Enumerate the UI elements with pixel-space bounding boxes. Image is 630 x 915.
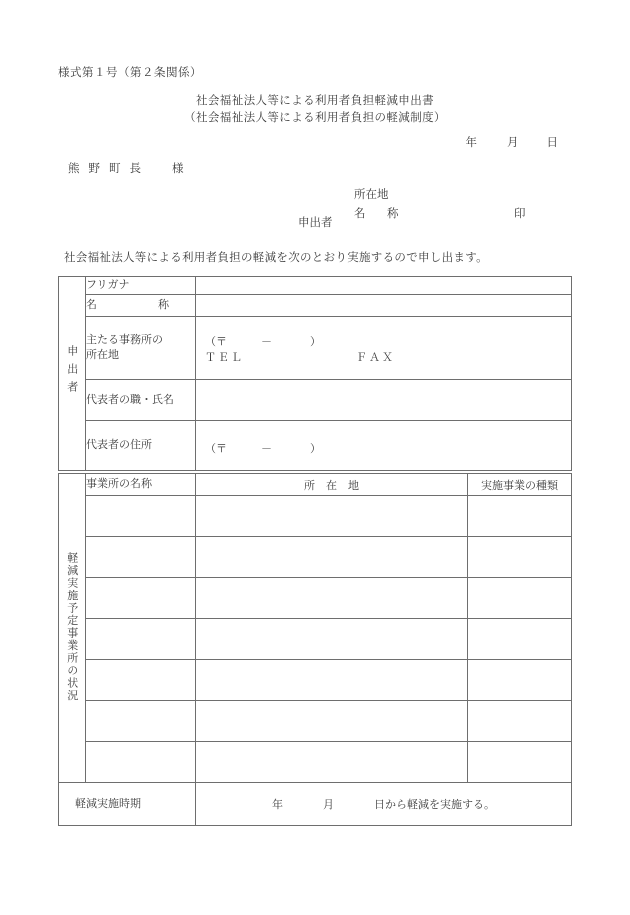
addressee <box>68 160 184 176</box>
furigana-value-cell[interactable] <box>196 277 572 295</box>
office-location-cell[interactable] <box>196 701 468 742</box>
implementation-period-value[interactable] <box>196 783 572 826</box>
form-number: 様式第１号（第２条関係） <box>58 65 202 79</box>
applicant-location-label: 所在地 <box>354 187 389 201</box>
office-name-cell[interactable] <box>86 578 196 619</box>
applicant-name-value-cell[interactable] <box>196 295 572 317</box>
table-row <box>59 380 572 421</box>
postal-close: ） <box>310 334 321 348</box>
offices-table <box>58 473 572 826</box>
postal-dash: － <box>261 334 272 348</box>
period-month-label: 月 <box>323 798 334 811</box>
date-year-label: 年 <box>465 135 477 149</box>
office-name-cell[interactable] <box>86 537 196 578</box>
postal-dash: － <box>261 442 272 455</box>
main-office-address-value-cell[interactable] <box>196 317 572 380</box>
intro-sentence: 社会福祉法人等による利用者負担の軽減を次のとおり実施するので申し出ます。 <box>64 250 488 264</box>
applicant-name-label-cell: 名 称 <box>86 295 196 317</box>
date-day-label: 日 <box>546 135 558 149</box>
representative-address-value-cell[interactable] <box>196 421 572 471</box>
applicant-vertical-label: 申出者 <box>65 345 79 399</box>
office-name-cell[interactable] <box>86 660 196 701</box>
header-office-name: 事業所の名称 <box>86 474 196 496</box>
applicant-name-label: 名 称 <box>354 206 404 220</box>
applicant-vertical-label-cell <box>59 277 86 471</box>
applicant-block-label: 申出者 <box>298 215 333 229</box>
table-row <box>59 742 572 783</box>
representative-title-name-value-cell[interactable] <box>196 380 572 421</box>
table-row <box>59 496 572 537</box>
seal-mark: 印 <box>514 206 526 220</box>
tel-fax-field[interactable] <box>196 349 571 369</box>
header-service-type: 実施事業の種類 <box>468 474 572 496</box>
table-row <box>59 619 572 660</box>
table-row <box>59 660 572 701</box>
applicant-signature-block <box>298 186 578 229</box>
main-office-address-label-cell: 主たる事務所の 所在地 <box>86 317 196 380</box>
office-location-cell[interactable] <box>196 660 468 701</box>
document-title <box>0 92 630 125</box>
date-line <box>466 134 559 150</box>
representative-postal-code-field[interactable] <box>196 435 571 456</box>
offices-vertical-label-cell <box>59 474 86 783</box>
representative-address-label-cell: 代表者の住所 <box>86 421 196 471</box>
office-name-cell[interactable] <box>86 742 196 783</box>
office-service-type-cell[interactable] <box>468 619 572 660</box>
table-row <box>59 277 572 295</box>
table-row <box>59 421 572 471</box>
offices-vertical-label: 軽減実施予定事業所の状況 <box>65 551 79 702</box>
office-location-cell[interactable] <box>196 578 468 619</box>
date-month-label: 月 <box>507 135 519 149</box>
office-name-cell[interactable] <box>86 496 196 537</box>
header-location: 所在地 <box>196 474 468 496</box>
period-year-label: 年 <box>272 798 283 811</box>
office-service-type-cell[interactable] <box>468 742 572 783</box>
applicant-details-table <box>58 276 572 471</box>
implementation-period-row <box>59 783 572 826</box>
table-row <box>59 537 572 578</box>
table-row <box>59 295 572 317</box>
office-service-type-cell[interactable] <box>468 660 572 701</box>
postal-close: ） <box>310 442 321 455</box>
office-service-type-cell[interactable] <box>468 701 572 742</box>
furigana-label-cell: フリガナ <box>86 277 196 295</box>
tel-label: ＴＥＬ <box>205 350 244 364</box>
office-name-cell[interactable] <box>86 619 196 660</box>
office-location-cell[interactable] <box>196 537 468 578</box>
addressee-name: 熊野町長 <box>68 161 150 175</box>
postal-code-field[interactable] <box>196 328 571 349</box>
office-location-cell[interactable] <box>196 619 468 660</box>
postal-open: （〒 <box>205 442 227 455</box>
applicant-name-row <box>298 205 578 229</box>
table-row <box>59 701 572 742</box>
postal-open: （〒 <box>205 334 227 348</box>
title-subtitle-line: （社会福祉法人等による利用者負担の軽減制度） <box>184 109 446 124</box>
table-row <box>59 317 572 380</box>
implementation-period-label: 軽減実施時期 <box>59 783 196 826</box>
office-service-type-cell[interactable] <box>468 578 572 619</box>
office-location-cell[interactable] <box>196 496 468 537</box>
applicant-location-row <box>298 186 578 205</box>
representative-title-name-label-cell: 代表者の職・氏名 <box>86 380 196 421</box>
addressee-honorific: 様 <box>172 161 184 175</box>
office-location-cell[interactable] <box>196 742 468 783</box>
title-main-line: 社会福祉法人等による利用者負担軽減申出書 <box>196 93 434 107</box>
table-row <box>59 578 572 619</box>
table-header-row <box>59 474 572 496</box>
office-service-type-cell[interactable] <box>468 537 572 578</box>
office-service-type-cell[interactable] <box>468 496 572 537</box>
fax-label: ＦＡＸ <box>356 350 395 364</box>
office-name-cell[interactable] <box>86 701 196 742</box>
period-suffix-label: 日から軽減を実施する。 <box>374 798 495 811</box>
